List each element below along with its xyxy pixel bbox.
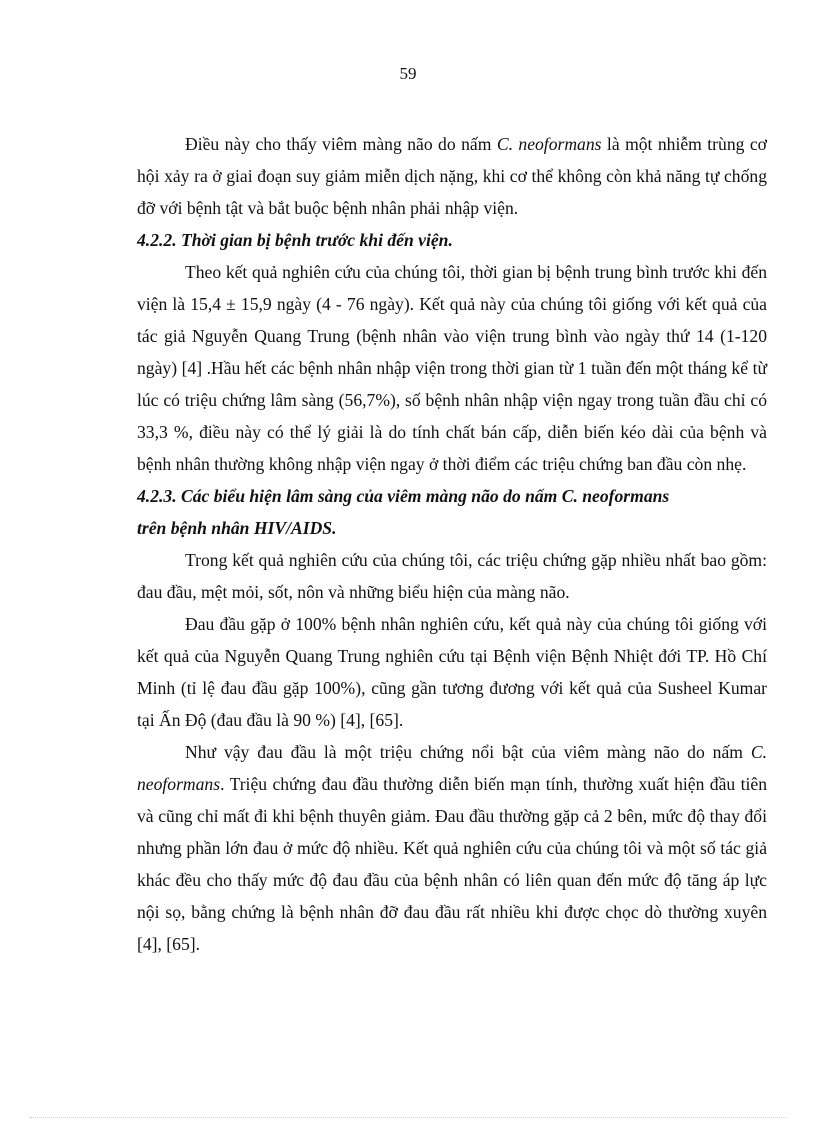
- paragraph-intro-text: Điều này cho thấy viêm màng não do nấm: [185, 134, 497, 154]
- paragraph-headache-detail-text: Như vậy đau đầu là một triệu chứng nổi bật của viêm màng não do nấm: [185, 742, 751, 762]
- species-name: C. neoformans: [137, 742, 767, 794]
- section-heading-line-2: trên bệnh nhân HIV/AIDS.: [137, 518, 337, 538]
- paragraph-intro: [137, 128, 767, 224]
- species-name: C. neoformans: [496, 134, 602, 154]
- paragraph-headache-rate: Đau đầu gặp ở 100% bệnh nhân nghiên cứu, kết quả này của chúng tôi giống với kết quả của Nguyễn Quang Trung nghiên cứu tại Bệnh viện Bệnh Nhiệt đới TP. Hồ Chí Minh (tỉ lệ đau đầu gặp 100%), cũng gần tương đương với kết quả của Susheel Kumar tại Ấn Độ (đau đầu là 90 %) [4], [65].: [137, 614, 767, 730]
- section-heading-line-1: 4.2.3. Các biểu hiện lâm sàng của viêm màng não do nấm C. neoformans: [137, 486, 670, 506]
- paragraph-headache-detail-text-cont: . Triệu chứng đau đầu thường diễn biến mạn tính, thường xuất hiện đầu tiên và cũng chỉ mất đi khi bệnh thuyên giảm. Đau đầu thường gặp cả 2 bên, mức độ thay đổi nhưng phần lớn đau ở mức độ nhiều. Kết quả nghiên cứu của chúng tôi và một số tác giả khác đều cho thấy mức độ đau đầu của bệnh nhân có liên quan đến mức độ tăng áp lực nội sọ, bằng chứng là bệnh nhân đỡ đau đầu rất nhiều khi được chọc dò thường xuyên [4], [65].: [137, 774, 767, 954]
- footer-divider: [30, 1117, 786, 1118]
- paragraph-symptoms: Trong kết quả nghiên cứu của chúng tôi, các triệu chứng gặp nhiều nhất bao gồm: đau đầu, mệt mỏi, sốt, nôn và những biểu hiện của màng não.: [137, 550, 767, 602]
- paragraph-headache-detail: [137, 736, 767, 960]
- paragraph-duration: Theo kết quả nghiên cứu của chúng tôi, thời gian bị bệnh trung bình trước khi đến viện là 15,4 ± 15,9 ngày (4 - 76 ngày). Kết quả này của chúng tôi giống với kết quả của tác giả Nguyễn Quang Trung (bệnh nhân vào viện trung bình vào ngày thứ 14 (1-120 ngày) [4] .Hầu hết các bệnh nhân nhập viện trong thời gian từ 1 tuần đến một tháng kể từ lúc có triệu chứng lâm sàng (56,7%), số bệnh nhân nhập viện ngay trong tuần đầu chỉ có 33,3 %, điều này có thể lý giải là do tính chất bán cấp, diễn biến kéo dài của bệnh và bệnh nhân thường không nhập viện ngay ở thời điểm các triệu chứng ban đầu còn nhẹ.: [137, 262, 767, 474]
- section-heading-4-2-3: [137, 480, 767, 544]
- document-body: [137, 128, 767, 960]
- paragraph-intro-text-cont: là một nhiễm trùng cơ hội xảy ra ở giai đoạn suy giảm miễn dịch nặng, khi cơ thể không còn khả năng tự chống đỡ với bệnh tật và bắt buộc bệnh nhân phải nhập viện.: [137, 134, 767, 218]
- page-number: 59: [399, 64, 417, 83]
- section-heading-4-2-2: 4.2.2. Thời gian bị bệnh trước khi đến viện.: [137, 230, 453, 250]
